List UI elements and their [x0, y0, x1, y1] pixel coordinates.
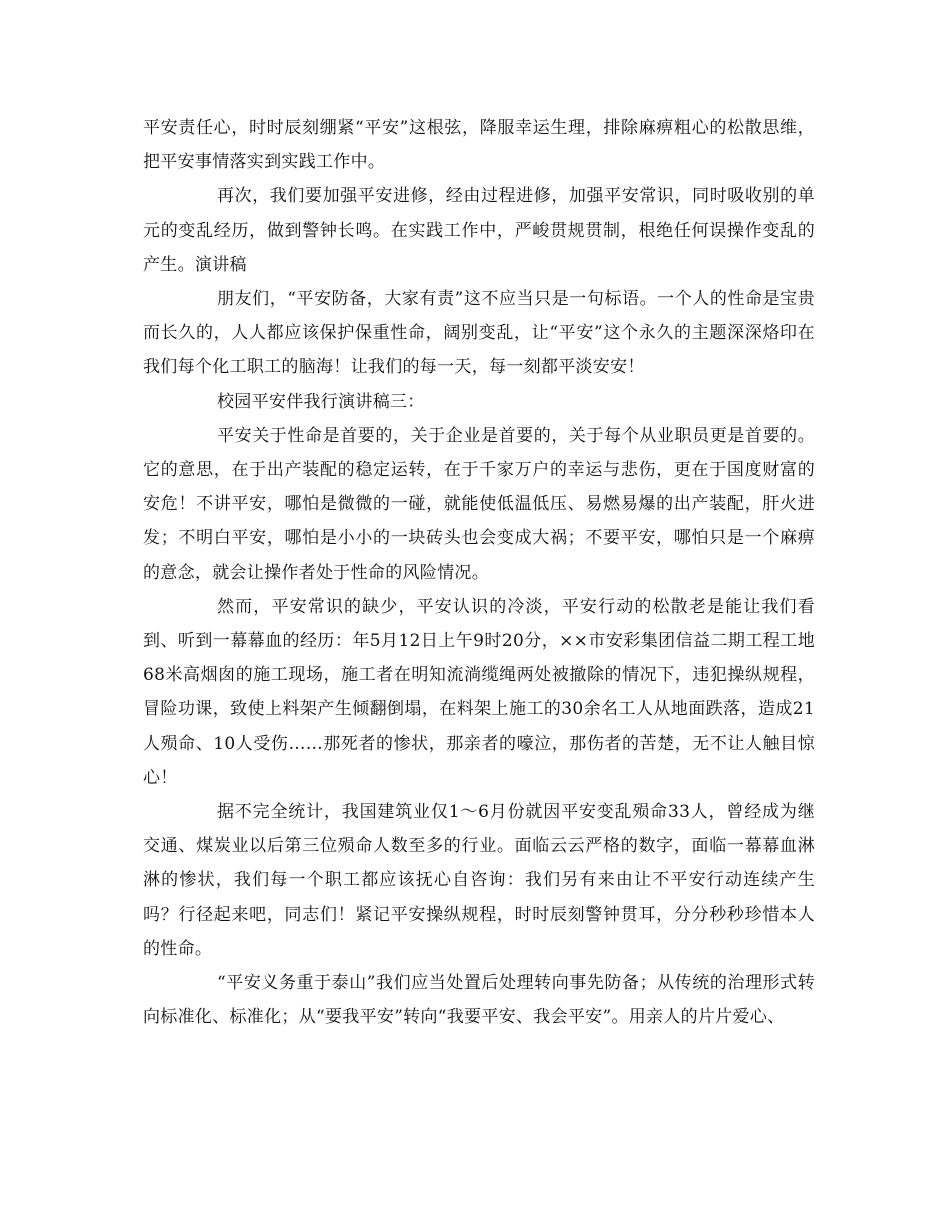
- paragraph-3: 朋友们，“平安防备，大家有责”这不应当只是一句标语。一个人的性命是宝贵而长久的，人人都应该保护保重性命，阔别变乱，让“平安”这个永久的主题深深烙印在我们每个化工职工的脑海！让我们的每一天，每一刻都平淡安安！: [143, 289, 815, 378]
- section-heading: 校园平安伴我行演讲稿三：: [217, 391, 425, 412]
- paragraph-1: 平安责任心，时时辰刻绷紧“平安”这根弦，降服幸运生理，排除麻痹粗心的松散思维，把平安事情落实到实践工作中。: [143, 118, 815, 173]
- paragraph-6: 据不完全统计，我国建筑业仅1～6月份就因平安变乱殒命33人，曾经成为继交通、煤炭业以后第三位殒命人数至多的行业。面临云云严格的数字，面临一幕幕血淋淋的惨状，我们每一个职工都应该抚心自咨询：我们另有来由让不平安行动连续产生吗？行径起来吧，同志们！紧记平安操纵规程，时时辰刻警钟贯耳，分分秒秒珍惜本人的性命。: [143, 802, 815, 959]
- document-body: [143, 111, 815, 1034]
- paragraph-4: 平安关于性命是首要的，关于企业是首要的，关于每个从业职员更是首要的。它的意思，在于出产装配的稳定运转，在于千家万户的幸运与悲伤，更在于国度财富的安危！不讲平安，哪怕是微微的一碰，就能使低温低压、易燃易爆的出产装配，肝火进发；不明白平安，哪怕是小小的一块砖头也会变成大祸；不要平安，哪怕只是一个麻痹的意念，就会让操作者处于性命的风险情况。: [143, 425, 815, 583]
- paragraph-7: “平安义务重于泰山”我们应当处置后处理转向事先防备；从传统的治理形式转向标准化、标准化；从“要我平安”转向“我要平安、我会平安”。用亲人的片片爱心、: [143, 973, 815, 1028]
- paragraph-2: 再次，我们要加强平安进修，经由过程进修，加强平安常识，同时吸收别的单元的变乱经历，做到警钟长鸣。在实践工作中，严峻贯规贯制，根绝任何误操作变乱的产生。演讲稿: [143, 186, 815, 275]
- paragraph-5: 然而，平安常识的缺少，平安认识的冷淡，平安行动的松散老是能让我们看到、听到一幕幕血的经历：年5月12日上午9时20分，××市安彩集团信益二期工程工地68米高烟囱的施工现场，施工者在明知流淌缆绳两处被撤除的情况下，违犯操纵规程，冒险功课，致使上料架产生倾翻倒塌，在料架上施工的30余名工人从地面跌落，造成21人殒命、10人受伤……那死者的惨状，那亲者的嚎泣，那伤者的苦楚，无不让人触目惊心！: [143, 596, 815, 788]
